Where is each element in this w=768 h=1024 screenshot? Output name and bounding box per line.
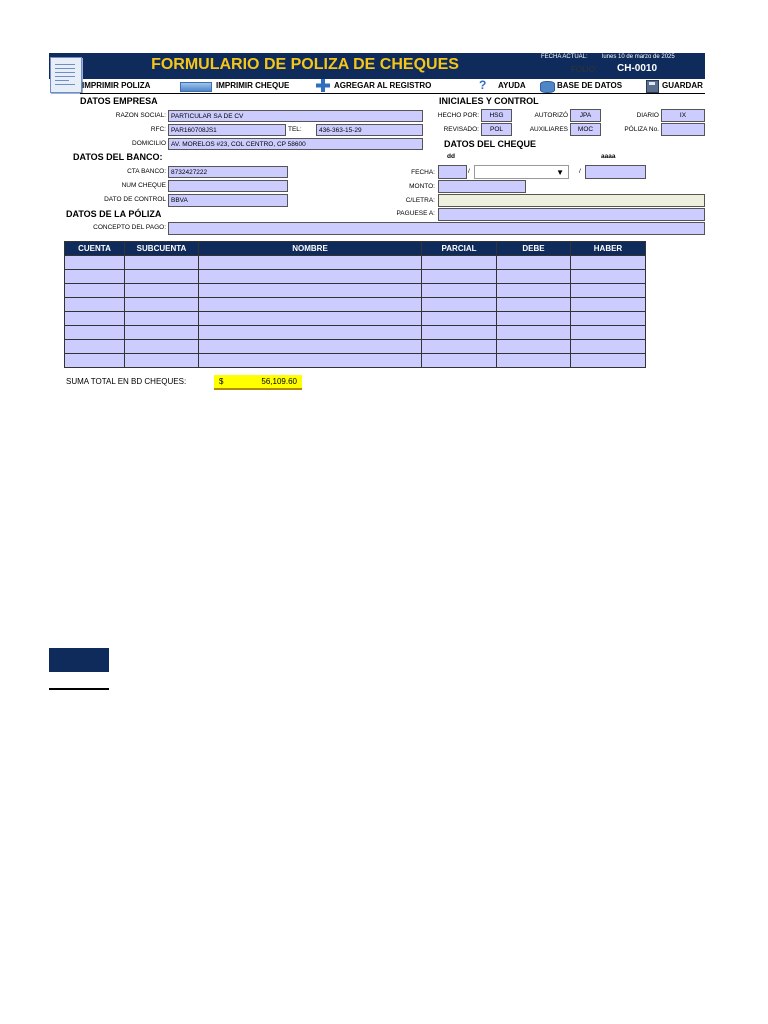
table-cell[interactable] [497,298,571,312]
table-cell[interactable] [125,284,199,298]
table-row [65,256,646,270]
cheque-icon[interactable] [180,82,212,92]
col-subcuenta-header: SUBCUENTA [125,242,199,256]
fecha-cheque-label: FECHA: [411,169,435,176]
rfc-label: RFC: [150,126,166,133]
table-cell[interactable] [497,340,571,354]
table-cell[interactable] [199,312,422,326]
agregar-registro-button[interactable]: AGREGAR AL REGISTRO [334,81,432,90]
table-cell[interactable] [65,284,125,298]
cta-banco-label: CTA BANCO: [127,168,166,175]
concepto-pago-label: CONCEPTO DEL PAGO: [93,224,166,231]
table-cell[interactable] [125,270,199,284]
table-cell[interactable] [422,340,497,354]
table-cell[interactable] [571,340,646,354]
table-cell[interactable] [497,270,571,284]
table-cell[interactable] [199,326,422,340]
col-debe-header: DEBE [497,242,571,256]
domicilio-field[interactable]: AV. MORELOS #23, COL CENTRO, CP 58600 [168,138,423,150]
table-cell[interactable] [125,354,199,368]
poliza-no-field[interactable] [661,123,705,136]
domicilio-label: DOMICILIO [132,140,166,147]
dd-label: dd [447,153,455,160]
form-document-icon [50,57,82,93]
fecha-mes-dropdown[interactable] [474,165,569,179]
table-cell[interactable] [199,256,422,270]
tel-field[interactable]: 436-363-15-29 [316,124,423,136]
fecha-actual-label: FECHA ACTUAL: [541,54,588,60]
table-cell[interactable] [125,312,199,326]
table-cell[interactable] [65,256,125,270]
table-cell[interactable] [65,270,125,284]
poliza-entries-table [64,241,646,368]
table-cell[interactable] [65,340,125,354]
paguese-field[interactable] [438,208,705,221]
currency-symbol: $ [219,377,224,386]
datos-cheque-heading: DATOS DEL CHEQUE [444,139,537,149]
num-cheque-field[interactable] [168,180,288,192]
table-cell[interactable] [65,312,125,326]
suma-total-value: 56,109.60 [261,377,297,386]
save-disk-icon[interactable] [646,80,659,93]
dato-control-field[interactable]: BBVA [168,194,288,207]
monto-field[interactable] [438,180,526,193]
table-cell[interactable] [571,284,646,298]
table-cell[interactable] [497,256,571,270]
aaaa-label: aaaa [601,153,616,160]
navy-shape-button[interactable] [49,648,109,672]
table-row [65,326,646,340]
table-cell[interactable] [497,354,571,368]
table-cell[interactable] [199,340,422,354]
table-cell[interactable] [125,256,199,270]
table-cell[interactable] [422,284,497,298]
fecha-separator-2: / [579,168,581,175]
tel-label: TEL: [288,126,302,133]
revisado-label: REVISADO: [443,126,479,133]
table-cell[interactable] [199,270,422,284]
table-row [65,270,646,284]
toolbar [80,79,705,94]
chevron-down-icon[interactable]: ▼ [556,168,564,177]
help-question-icon[interactable]: ? [479,78,487,92]
table-cell[interactable] [497,284,571,298]
cletra-field[interactable] [438,194,705,207]
table-cell[interactable] [199,354,422,368]
table-cell[interactable] [422,354,497,368]
imprimir-cheque-button[interactable]: IMPRIMIR CHEQUE [216,81,290,90]
table-cell[interactable] [422,256,497,270]
table-cell[interactable] [125,340,199,354]
fecha-anio-field[interactable] [585,165,646,179]
table-cell[interactable] [65,354,125,368]
datos-poliza-heading: DATOS DE LA PÓLIZA [66,209,162,219]
table-cell[interactable] [571,326,646,340]
table-row [65,312,646,326]
table-cell[interactable] [199,298,422,312]
table-row [65,298,646,312]
cletra-label: C/LETRA: [405,197,435,204]
base-datos-button[interactable]: BASE DE DATOS [557,81,623,90]
datos-empresa-heading: DATOS EMPRESA [80,96,158,106]
table-cell[interactable] [571,312,646,326]
table-cell[interactable] [199,284,422,298]
imprimir-poliza-button[interactable]: IMPRIMIR POLIZA [82,81,151,90]
autorizo-field[interactable]: JPA [570,109,601,122]
table-cell[interactable] [571,270,646,284]
col-cuenta-header: CUENTA [65,242,125,256]
table-header-row [65,242,646,256]
table-row [65,354,646,368]
razon-social-label: RAZON SOCIAL: [115,112,166,119]
col-parcial-header: PARCIAL [422,242,497,256]
ayuda-button[interactable]: AYUDA [498,81,526,90]
auxiliares-field[interactable]: MOC [570,123,601,136]
add-plus-icon[interactable] [316,79,330,92]
dato-control-label: DATO DE CONTROL [104,196,166,203]
folio-value: CH-0010 [617,63,658,74]
table-row [65,284,646,298]
table-row [65,340,646,354]
table-cell[interactable] [497,312,571,326]
rfc-field[interactable]: PAR160708JS1 [168,124,286,136]
col-haber-header: HABER [571,242,646,256]
table-cell[interactable] [422,270,497,284]
diario-field[interactable]: IX [661,109,705,122]
datos-banco-heading: DATOS DEL BANCO: [73,152,163,162]
folio-label: FOLIO: [571,65,598,74]
poliza-no-label: PÓLIZA No. [624,126,659,133]
iniciales-control-heading: INICIALES Y CONTROL [439,96,539,106]
table-cell[interactable] [497,326,571,340]
hecho-por-label: HECHO POR: [437,112,479,119]
auxiliares-label: AUXILIARES [529,126,568,133]
database-icon[interactable] [540,81,555,93]
num-cheque-label: NUM CHEQUE [121,182,166,189]
table-cell[interactable] [125,326,199,340]
table-cell[interactable] [571,256,646,270]
page-title: FORMULARIO DE POLIZA DE CHEQUES [151,56,459,73]
fecha-separator-1: / [468,168,470,175]
concepto-pago-field[interactable] [168,222,705,235]
table-cell[interactable] [125,298,199,312]
fecha-actual-value: lunes 10 de marzo de 2025 [602,54,675,60]
monto-label: MONTO: [409,183,435,190]
autorizo-label: AUTORIZÓ [534,112,568,119]
fecha-dia-field[interactable] [438,165,467,179]
table-cell[interactable] [422,326,497,340]
guardar-button[interactable]: GUARDAR [662,81,703,90]
suma-total-label: SUMA TOTAL EN BD CHEQUES: [66,377,187,386]
table-cell[interactable] [422,298,497,312]
divider-line [49,688,109,690]
table-cell[interactable] [571,354,646,368]
paguese-label: PAGUESE A: [396,210,435,217]
hecho-por-field[interactable]: HSG [481,109,512,122]
revisado-field[interactable]: POL [481,123,512,136]
table-cell[interactable] [65,298,125,312]
suma-total-box [214,375,302,390]
diario-label: DIARIO [636,112,659,119]
table-cell[interactable] [571,298,646,312]
table-cell[interactable] [65,326,125,340]
razon-social-field[interactable]: PARTICULAR SA DE CV [168,110,423,122]
cta-banco-field[interactable]: 8732427222 [168,166,288,178]
col-nombre-header: NOMBRE [199,242,422,256]
table-cell[interactable] [422,312,497,326]
